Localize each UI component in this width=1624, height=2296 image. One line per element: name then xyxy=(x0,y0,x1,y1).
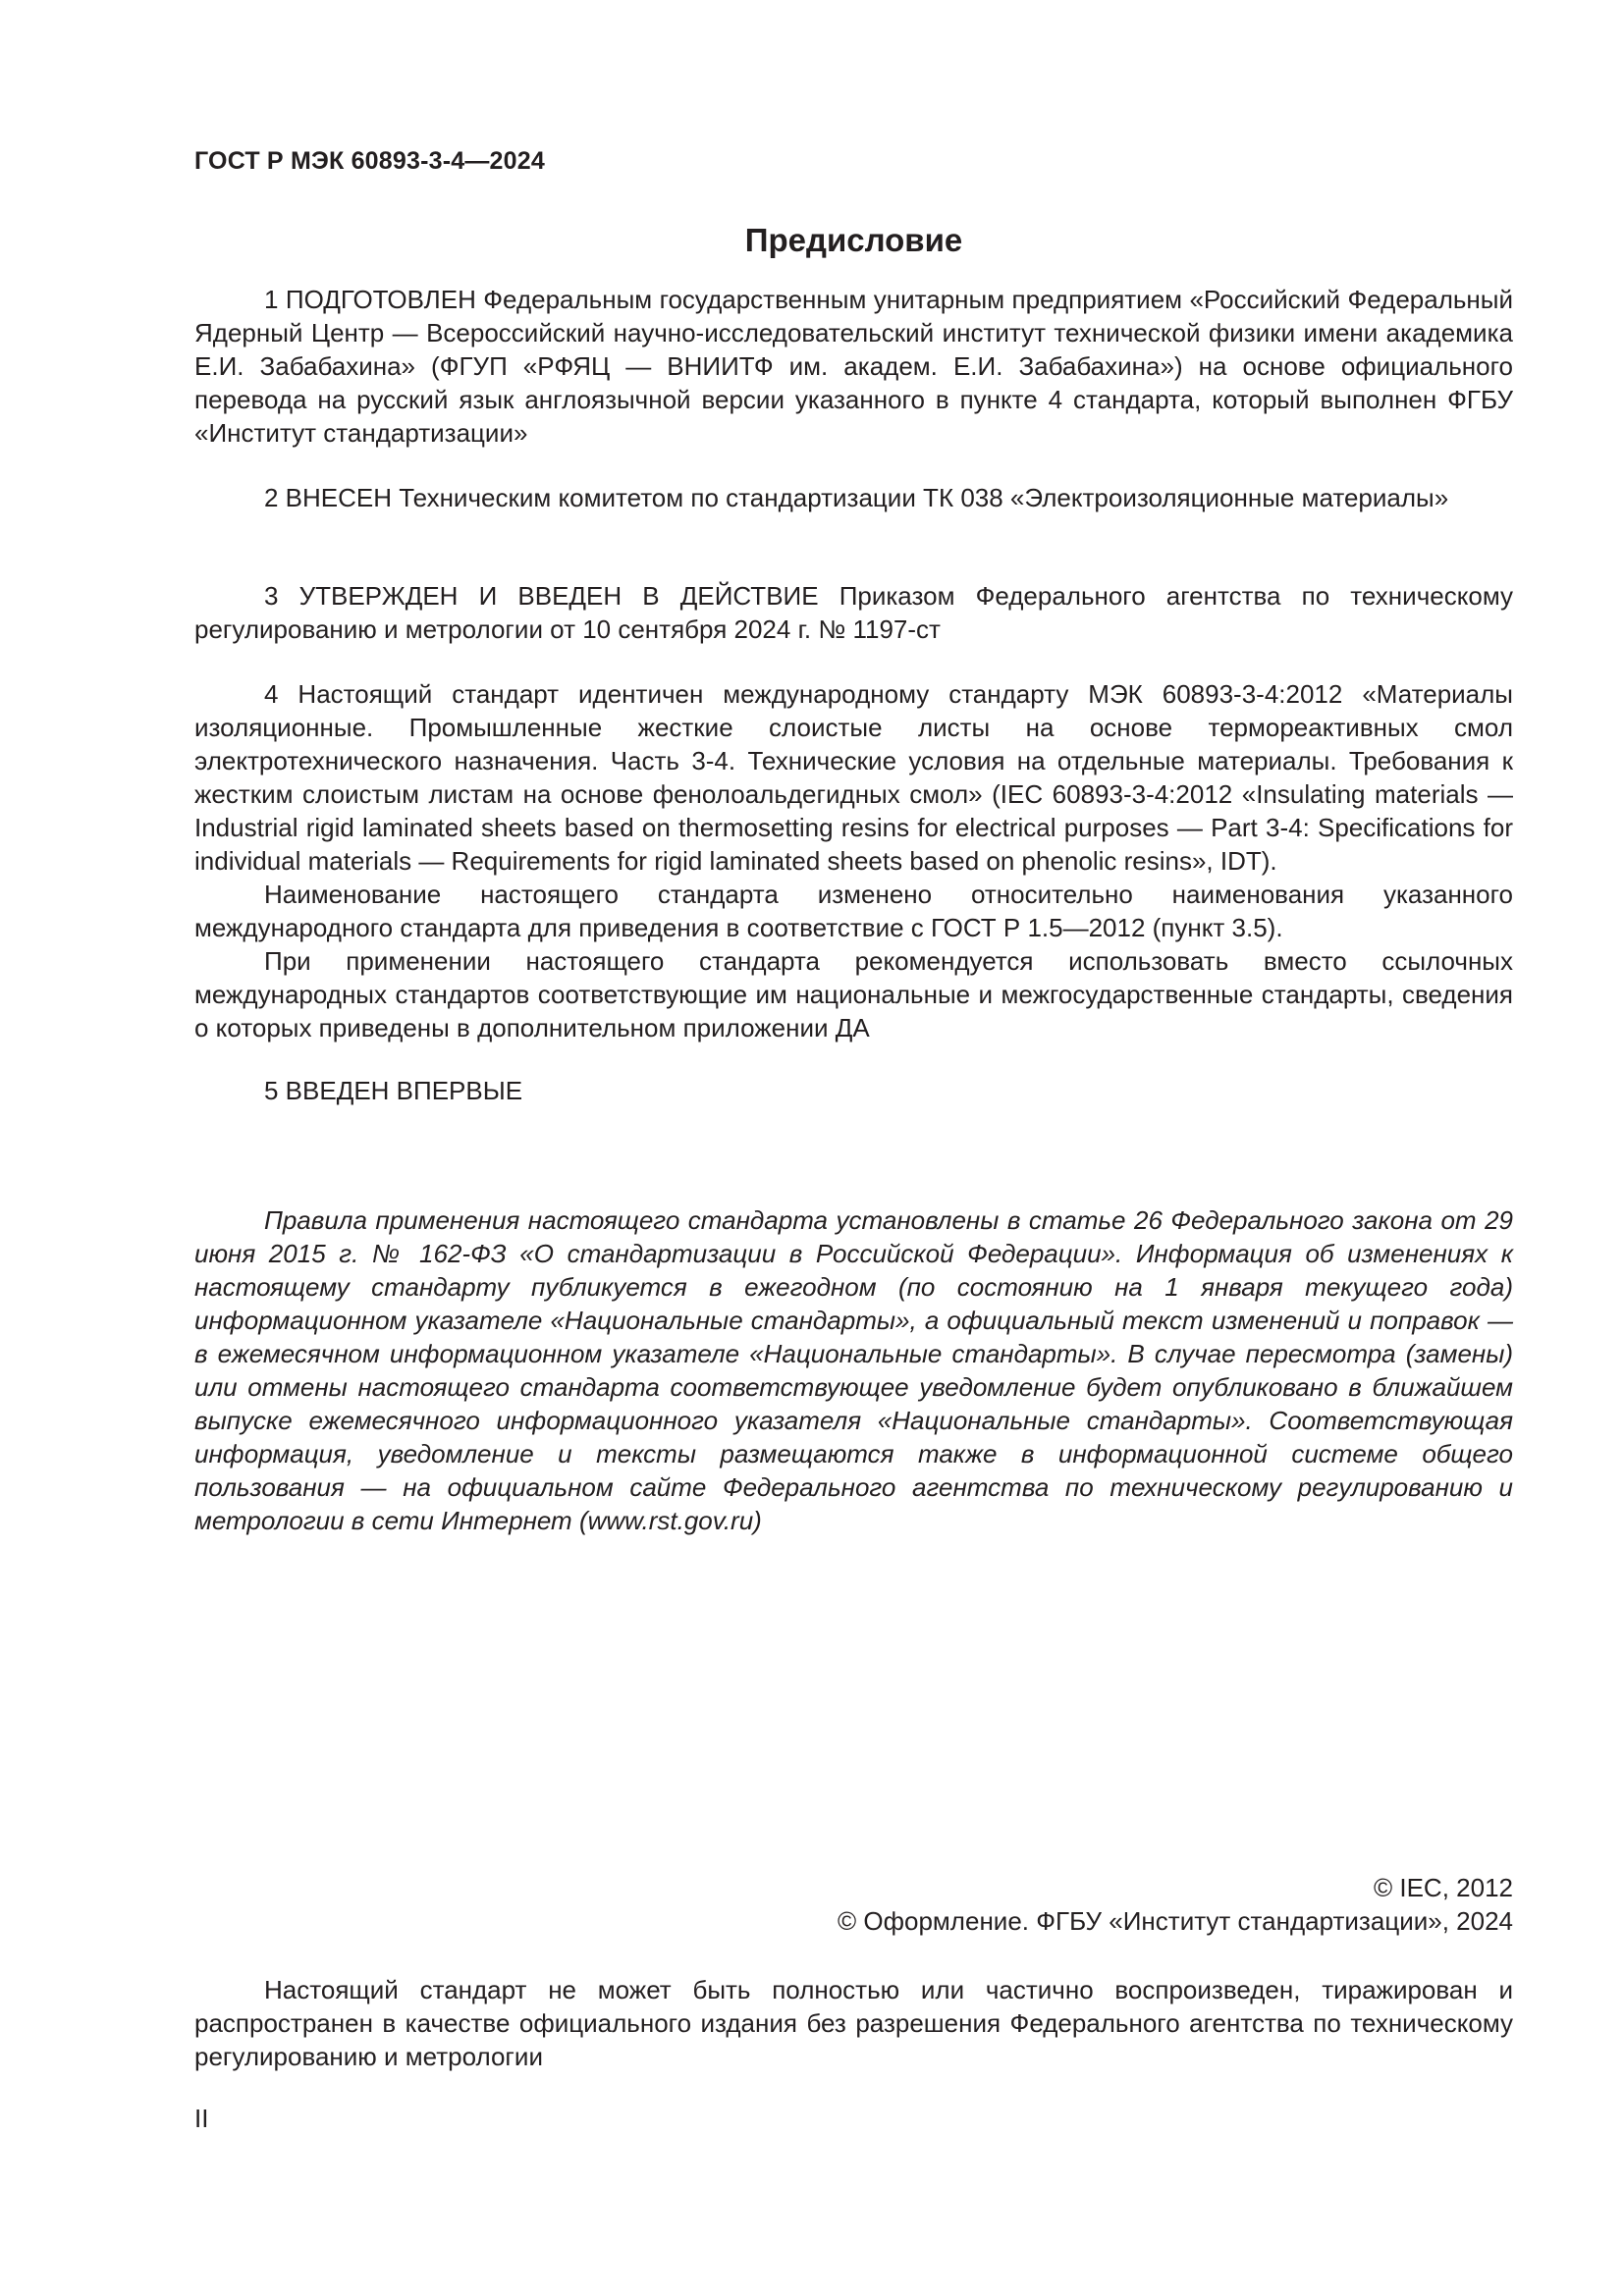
section-3 xyxy=(194,579,1513,646)
copyright-iec: © IEC, 2012 xyxy=(1373,1873,1513,1902)
section-2-text: 2 ВНЕСЕН Техническим комитетом по стандартизации ТК 038 «Электроизоляционные материалы» xyxy=(264,483,1449,512)
section-5 xyxy=(194,1074,1513,1107)
copyright-block xyxy=(838,1871,1513,1938)
section-4 xyxy=(194,677,1513,1044)
section-4-paragraph-2: Наименование настоящего стандарта изменено относительно наименования указанного международного стандарта для приведения в соответствие с ГОСТ Р 1.5—2012 (пункт 3.5). xyxy=(194,880,1513,942)
section-2 xyxy=(194,481,1513,514)
section-1-text: 1 ПОДГОТОВЛЕН Федеральным государственным унитарным предприятием «Российский Федеральный Ядерный Центр — Всероссийский научно-исследовательский институт технической физики имени академика Е.И. Забабахина» (ФГУП «РФЯЦ — ВНИИТФ им. академ. Е.И. Забабахина») на основе официального перевода на русский язык англоязычной версии указанного в пункте 4 стандарта, который выполнен ФГБУ «Институт стандартизации» xyxy=(194,285,1513,448)
section-4-paragraph-3: При применении настоящего стандарта рекомендуется использовать вместо ссылочных международных стандартов соответствующие им национальные и межгосударственные стандарты, сведения о которых приведены в дополнительном приложении ДА xyxy=(194,946,1513,1042)
page-number: II xyxy=(194,2104,209,2133)
section-3-text: 3 УТВЕРЖДЕН И ВВЕДЕН В ДЕЙСТВИЕ Приказом Федерального агентства по техническому регулированию и метрологии от 10 сентября 2024 г. № 1197-ст xyxy=(194,581,1513,644)
section-5-text: 5 ВВЕДЕН ВПЕРВЫЕ xyxy=(264,1076,523,1105)
copyright-formatting: © Оформление. ФГБУ «Институт стандартизации», 2024 xyxy=(838,1906,1513,1936)
application-rules-note: Правила применения настоящего стандарта установлены в статье 26 Федерального закона от 29 июня 2015 г. № 162-ФЗ «О стандартизации в Российской Федерации». Информация об изменениях к настоящему стандарту публикуется в ежегодном (по состоянию на 1 января текущего года) информационном указателе «Национальные стандарты», а официальный текст изменений и поправок — в ежемесячном информационном указателе «Национальные стандарты». В случае пересмотра (замены) или отмены настоящего стандарта соответствующее уведомление будет опубликовано в ближайшем выпуске ежемесячного информационного указателя «Национальные стандарты». Соответствующая информация, уведомление и тексты размещаются также в информационной системе общего пользования — на официальном сайте Федерального агентства по техническому регулированию и метрологии в сети Интернет (www.rst.gov.ru) xyxy=(194,1205,1513,1535)
document-code-header: ГОСТ Р МЭК 60893-3-4—2024 xyxy=(194,147,545,175)
page-title: Предисловие xyxy=(744,222,963,258)
section-1 xyxy=(194,283,1513,450)
reproduction-notice: Настоящий стандарт не может быть полностью или частично воспроизведен, тиражирован и распространен в качестве официального издания без разрешения Федерального агентства по техническому регулированию и метрологии xyxy=(194,1975,1513,2071)
section-4-paragraph-1: 4 Настоящий стандарт идентичен международному стандарту МЭК 60893-3-4:2012 «Материалы изоляционные. Промышленные жесткие слоистые листы на основе термореактивных смол электротехнического назначения. Часть 3-4. Технические условия на отдельные материалы. Требования к жестким слоистым листам на основе фенолоальдегидных смол» (IEC 60893-3-4:2012 «Insulating materials — Industrial rigid laminated sheets based on thermosetting resins for electrical purposes — Part 3-4: Specifications for individual materials — Requirements for rigid laminated sheets based on phenolic resins», IDT). xyxy=(194,679,1513,876)
